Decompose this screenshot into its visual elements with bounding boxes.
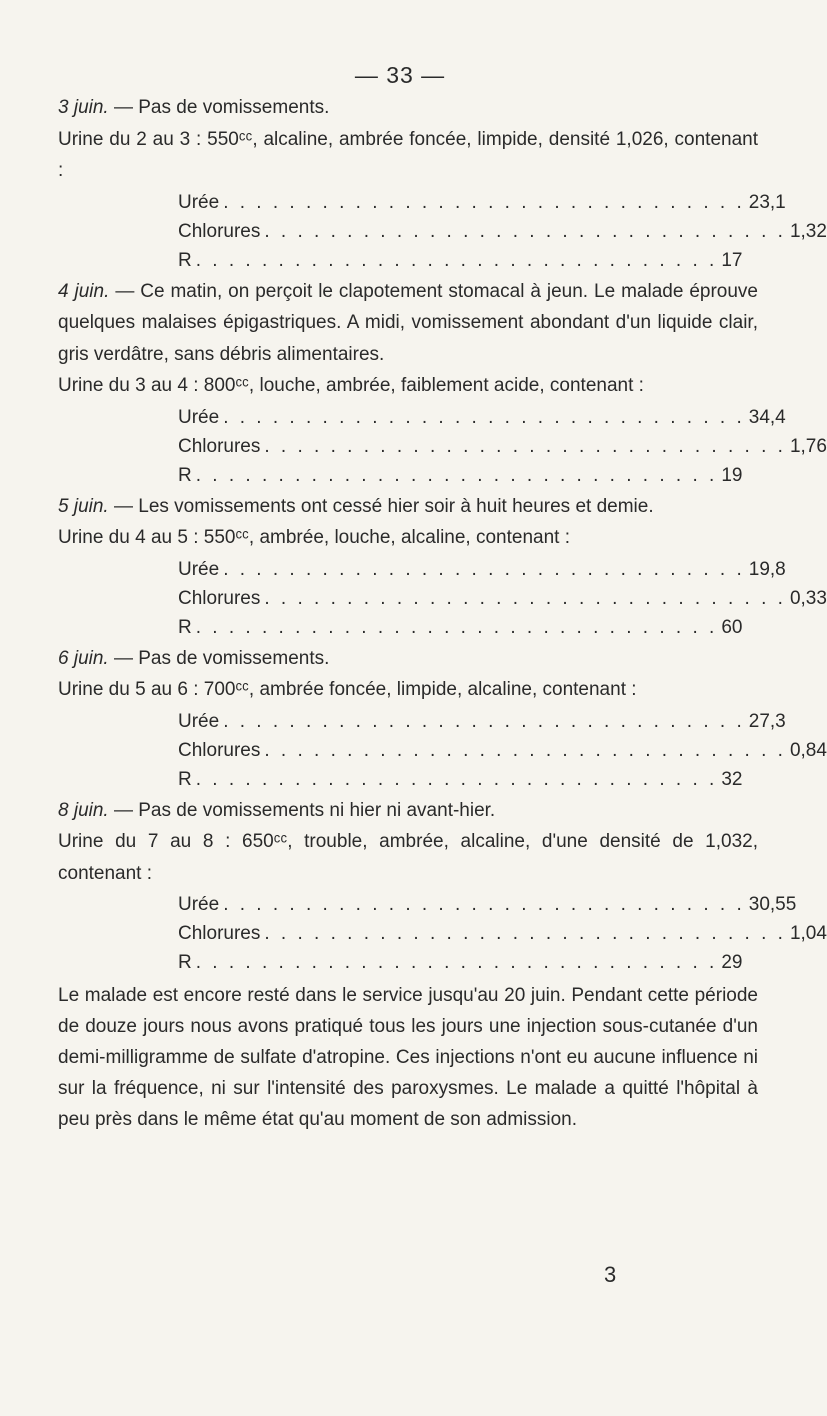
urine-description: Urine du 2 au 3 : 550ᶜᶜ, alcaline, ambrée foncée, limpide, densité 1,026, contenant : [58, 128, 758, 181]
entry-intro [58, 276, 758, 371]
leader-dots: . . . . . . . . . . . . . . . . . . . . . . . . . . . . . . . . [223, 406, 745, 428]
measure-label: Urée [178, 894, 220, 915]
measure-value: 27,3 [748, 710, 786, 732]
measure-row [178, 460, 743, 489]
leader-dots: . . . . . . . . . . . . . . . . . . . . . . . . . . . . . . . . [195, 464, 718, 486]
leader-dots: . . . . . . . . . . . . . . . . . . . . . . . . . . . . . . . . [195, 952, 718, 973]
measure-label: R [178, 249, 192, 271]
entry-intro [58, 92, 758, 124]
leader-dots: . . . . . . . . . . . . . . . . . . . . . . . . . . . . . . . . [223, 894, 745, 915]
measure-label: R [178, 768, 192, 790]
measures-table [178, 554, 827, 641]
measure-value: 23,1 [748, 191, 786, 213]
urine-description: Urine du 3 au 4 : 800ᶜᶜ, louche, ambrée, faiblement acide, contenant : [58, 375, 644, 396]
signature-mark: 3 [604, 1262, 617, 1287]
urine-description: Urine du 4 au 5 : 550ᶜᶜ, ambrée, louche, alcaline, contenant : [58, 527, 570, 548]
journal-entry [58, 795, 827, 977]
leader-dots: . . . . . . . . . . . . . . . . . . . . . . . . . . . . . . . . [223, 710, 745, 732]
entry-date: 3 juin. [58, 97, 109, 118]
measure-label: R [178, 952, 192, 973]
measure-label: Urée [178, 406, 220, 428]
entry-lead: — Les vomissements ont cessé hier soir à huit heures et demie. [108, 495, 654, 517]
entry-lead: — Ce matin, on perçoit le clapotement stomacal à jeun. Le malade éprouve quelques malaises épigastriques. A midi, vomissement abondant d'un liquide clair, gris verdâtre, sans débris alimentaires. [58, 280, 758, 365]
journal-entry [58, 491, 827, 641]
measure-label: Chlorures [178, 923, 261, 944]
measure-row [178, 402, 786, 431]
entry-lead: — Pas de vomissements ni hier ni avant-hier. [108, 799, 496, 821]
measure-label: Chlorures [178, 739, 261, 761]
closing-paragraph: Le malade est encore resté dans le service jusqu'au 20 juin. Pendant cette période de douze jours nous avons pratiqué tous les jours une injection sous-cutanée d'un demi-milligramme de sulfate d'atropine. Ces injections n'ont eu aucune influence ni sur la fréquence, ni sur l'intensité des paroxysmes. Le malade a quitté l'hôpital à peu près dans le même état qu'au moment de son admission. [58, 985, 758, 1130]
measures-table [178, 402, 827, 489]
measure-value: 19 [721, 464, 743, 486]
journal-entry [58, 643, 827, 793]
measure-value: 1,32 [789, 220, 827, 242]
entry-date: 5 juin. [58, 495, 109, 517]
measure-label: Chlorures [178, 220, 261, 242]
leader-dots: . . . . . . . . . . . . . . . . . . . . . . . . . . . . . . . . [195, 616, 718, 638]
measure-value: 30,55 [748, 894, 797, 915]
entry-intro [58, 643, 758, 675]
leader-dots: . . . . . . . . . . . . . . . . . . . . . . . . . . . . . . . . [223, 191, 745, 213]
entry-intro [58, 795, 758, 827]
page-number: — 33 — [354, 62, 446, 88]
measure-label: Urée [178, 191, 220, 213]
page-body [58, 92, 827, 1135]
entry-lead: — Pas de vomissements. [108, 97, 330, 118]
leader-dots: . . . . . . . . . . . . . . . . . . . . . . . . . . . . . . . . [264, 220, 786, 242]
entry-date: 4 juin. [58, 280, 110, 302]
entry-date: 6 juin. [58, 647, 109, 669]
measure-label: Urée [178, 710, 220, 732]
measure-row [178, 764, 743, 793]
entry-date: 8 juin. [58, 799, 109, 821]
measure-row [178, 706, 786, 735]
measure-value: 17 [721, 249, 743, 271]
measure-row [178, 735, 827, 764]
measure-label: R [178, 464, 192, 486]
measure-row [178, 245, 743, 274]
measure-value: 32 [721, 768, 743, 790]
measure-value: 19,8 [748, 558, 786, 580]
leader-dots: . . . . . . . . . . . . . . . . . . . . . . . . . . . . . . . . [195, 249, 718, 271]
measure-value: 60 [721, 616, 743, 638]
measures-table [178, 889, 827, 976]
measures-table [178, 187, 827, 274]
measure-row [178, 583, 827, 612]
urine-description: Urine du 5 au 6 : 700ᶜᶜ, ambrée foncée, limpide, alcaline, contenant : [58, 679, 637, 700]
leader-dots: . . . . . . . . . . . . . . . . . . . . . . . . . . . . . . . . [264, 923, 786, 944]
leader-dots: . . . . . . . . . . . . . . . . . . . . . . . . . . . . . . . . [264, 587, 786, 609]
measure-label: Chlorures [178, 435, 261, 457]
measure-row [178, 216, 827, 245]
journal-entry [58, 92, 827, 274]
leader-dots: . . . . . . . . . . . . . . . . . . . . . . . . . . . . . . . . [264, 435, 786, 457]
measure-label: Chlorures [178, 587, 261, 609]
measure-row [178, 918, 827, 947]
measures-table [178, 706, 827, 793]
leader-dots: . . . . . . . . . . . . . . . . . . . . . . . . . . . . . . . . [223, 558, 745, 580]
measure-row [178, 947, 743, 976]
measure-value: 0,84 [789, 739, 827, 761]
journal-entry [58, 276, 827, 489]
measure-value: 1,76 [789, 435, 827, 457]
entry-intro [58, 491, 758, 523]
leader-dots: . . . . . . . . . . . . . . . . . . . . . . . . . . . . . . . . [195, 768, 718, 790]
measure-row [178, 431, 827, 460]
entry-lead: — Pas de vomissements. [108, 647, 330, 669]
measure-row [178, 187, 786, 216]
measure-value: 34,4 [748, 406, 786, 428]
measure-label: R [178, 616, 192, 638]
measure-value: 0,33 [789, 587, 827, 609]
measure-row [178, 554, 786, 583]
measure-label: Urée [178, 558, 220, 580]
leader-dots: . . . . . . . . . . . . . . . . . . . . . . . . . . . . . . . . [264, 739, 786, 761]
urine-description: Urine du 7 au 8 : 650ᶜᶜ, trouble, ambrée, alcaline, d'une densité de 1,032, contenant : [58, 831, 758, 884]
measure-row [178, 612, 743, 641]
measure-row [178, 889, 797, 918]
measure-value: 29 [721, 952, 743, 973]
measure-value: 1,04 [789, 923, 827, 944]
